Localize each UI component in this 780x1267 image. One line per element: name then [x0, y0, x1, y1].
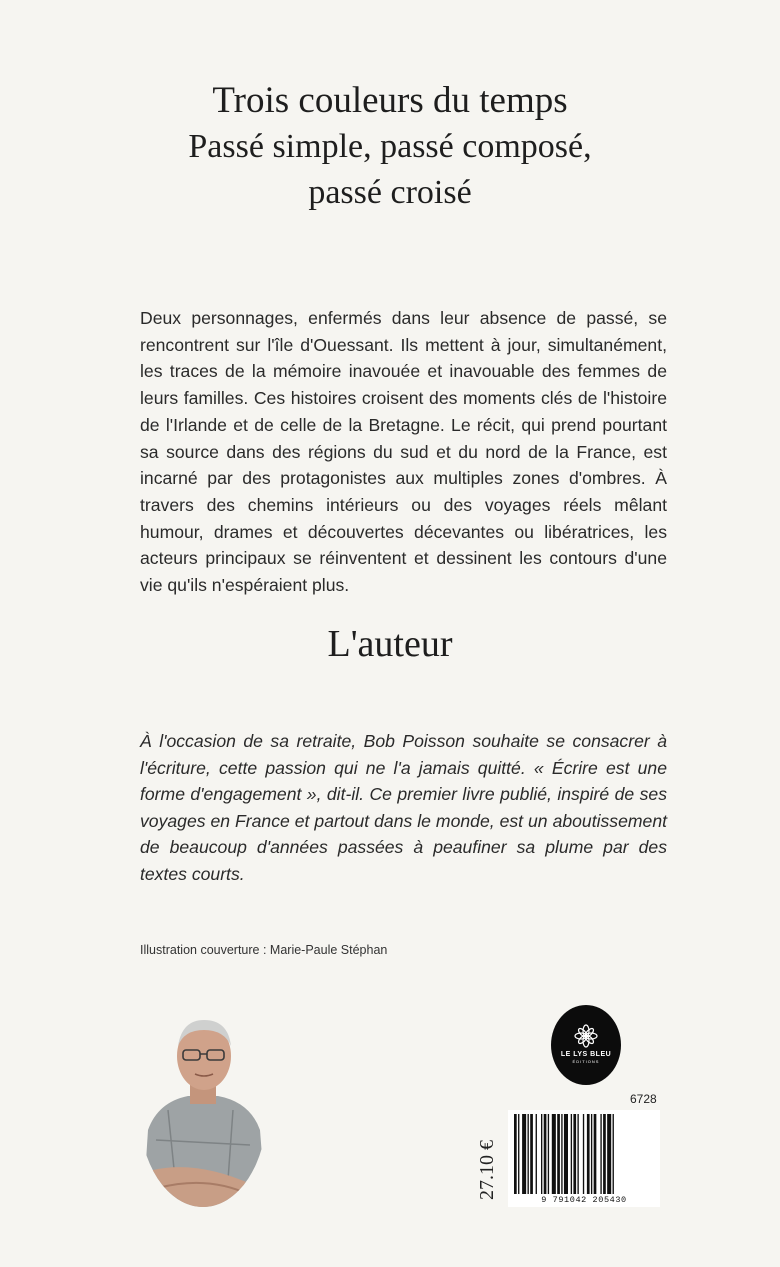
barcode-bar	[541, 1114, 542, 1196]
barcode-bar	[607, 1114, 611, 1196]
author-bio: À l'occasion de sa retraite, Bob Poisson souhaite se consacrer à l'écriture, cette passion qui ne l'a jamais quitté. « Écrire est une forme d'engagement », dit-il. Ce premier livre publié, inspiré de ses voyages en France et partout dans le monde, est un aboutissement de beaucoup d'années passées à peaufiner sa plume par des textes courts.	[140, 731, 667, 884]
barcode-bar	[536, 1114, 537, 1196]
barcode-bar	[591, 1114, 592, 1196]
barcode-bar	[518, 1114, 519, 1196]
barcode-bar	[587, 1114, 590, 1196]
barcode-digits: 9 791042 205430	[508, 1194, 660, 1206]
barcode-bars	[508, 1110, 660, 1200]
barcode-bar	[573, 1114, 576, 1196]
barcode-bar	[594, 1114, 597, 1196]
author-portrait	[138, 1010, 268, 1208]
illustration-credit: Illustration couverture : Marie-Paule Stéphan	[140, 943, 388, 957]
barcode-bar	[548, 1114, 549, 1196]
barcode-bar	[522, 1114, 526, 1196]
barcode-bar	[583, 1114, 584, 1196]
title-block	[0, 78, 780, 216]
barcode	[508, 1110, 660, 1207]
publisher-logo	[551, 1005, 621, 1085]
synopsis-text: Deux personnages, enfermés dans leur absence de passé, se rencontrent sur l'île d'Ouessant. Ils mettent à jour, simultanément, les traces de la mémoire inavouée et inavouable des femmes de leurs familles. Ces histoires croisent des moments clés de l'histoire de l'Irlande et de celle de la Bretagne. Le récit, qui prend pourtant sa source dans des régions du sud et du nord de la France, est incarné par des protagonistes aux multiples zones d'ombres. À travers des chemins intérieurs ou des voyages réels mêlant humour, drames et découvertes décevantes ou libératrices, les acteurs principaux se réinventent et dessinent les contours d'une vie qu'ils n'espéraient plus.	[140, 308, 667, 596]
publisher-subtitle: ÉDITIONS	[572, 1058, 600, 1064]
barcode-bar	[600, 1114, 601, 1196]
barcode-reference: 6728	[630, 1092, 657, 1106]
price-label: 27.10 €	[476, 1140, 498, 1200]
barcode-bar	[528, 1114, 529, 1196]
barcode-bar	[514, 1114, 517, 1196]
book-subtitle-line2: passé croisé	[308, 174, 472, 211]
publisher-name: LE LYS BLEU	[560, 1050, 612, 1058]
barcode-bar	[564, 1114, 568, 1196]
barcode-bar	[544, 1114, 547, 1196]
lily-flower-icon	[573, 1023, 599, 1049]
barcode-bar	[530, 1114, 533, 1196]
barcode-bar	[577, 1114, 578, 1196]
barcode-bar	[571, 1114, 572, 1196]
barcode-bar	[561, 1114, 562, 1196]
barcode-bar	[552, 1114, 556, 1196]
barcode-bar	[613, 1114, 614, 1196]
barcode-bar	[557, 1114, 560, 1196]
author-heading: L'auteur	[327, 623, 453, 665]
barcode-bar	[603, 1114, 606, 1196]
book-subtitle-line1: Passé simple, passé composé,	[188, 128, 592, 165]
book-title: Trois couleurs du temps	[212, 80, 568, 121]
